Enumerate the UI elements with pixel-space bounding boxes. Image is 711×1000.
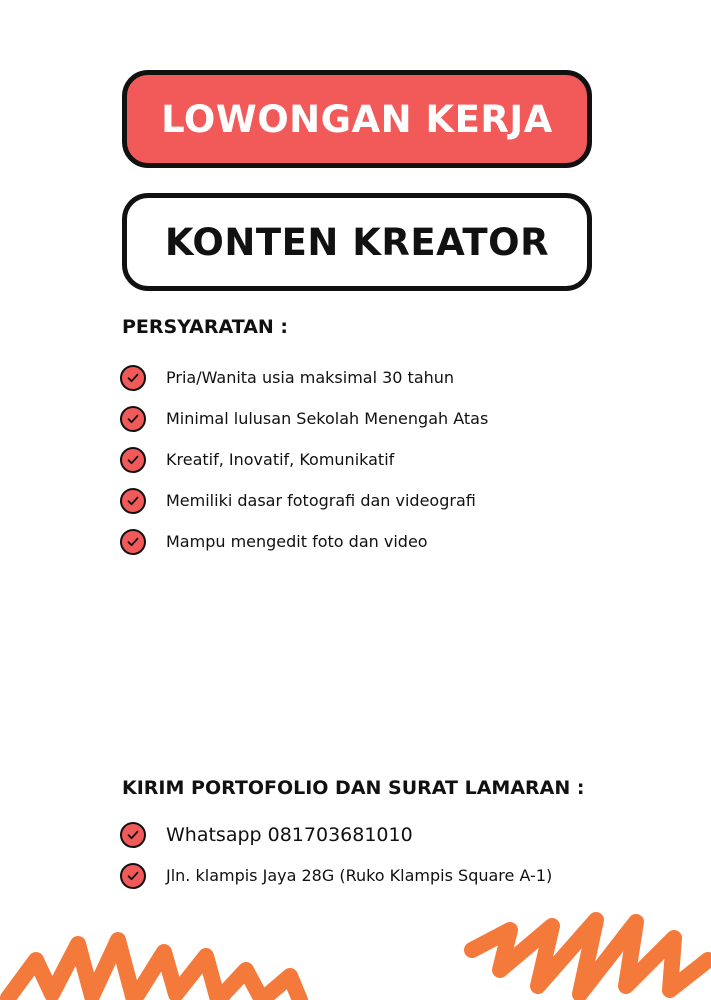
whatsapp-text: Whatsapp 081703681010: [166, 823, 413, 846]
list-item: [120, 398, 488, 439]
check-circle-icon: [120, 822, 146, 848]
list-item: [120, 480, 488, 521]
requirement-text: Mampu mengedit foto dan video: [166, 532, 428, 551]
list-item: [120, 521, 488, 562]
check-circle-icon: [120, 488, 146, 514]
contact-heading: KIRIM PORTOFOLIO DAN SURAT LAMARAN :: [122, 777, 585, 799]
position-banner: [122, 193, 592, 291]
address-text: Jln. klampis Jaya 28G (Ruko Klampis Square A-1): [166, 866, 553, 885]
requirements-list: [120, 357, 488, 562]
check-circle-icon: [120, 365, 146, 391]
list-item: [120, 814, 552, 855]
requirement-text: Kreatif, Inovatif, Komunikatif: [166, 450, 395, 469]
check-circle-icon: [120, 406, 146, 432]
squiggle-decoration-right: [460, 890, 711, 1000]
list-item: [120, 357, 488, 398]
position-title: KONTEN KREATOR: [164, 220, 550, 264]
check-circle-icon: [120, 447, 146, 473]
contact-list: [120, 814, 552, 896]
check-circle-icon: [120, 529, 146, 555]
requirement-text: Memiliki dasar fotografi dan videografi: [166, 491, 476, 510]
squiggle-decoration-left: [0, 920, 340, 1000]
check-circle-icon: [120, 863, 146, 889]
page-title: LOWONGAN KERJA: [161, 97, 553, 141]
title-banner: [122, 70, 592, 168]
requirement-text: Minimal lulusan Sekolah Menengah Atas: [166, 409, 489, 428]
requirement-text: Pria/Wanita usia maksimal 30 tahun: [166, 368, 455, 387]
requirements-heading: PERSYARATAN :: [122, 316, 289, 338]
list-item: [120, 439, 488, 480]
